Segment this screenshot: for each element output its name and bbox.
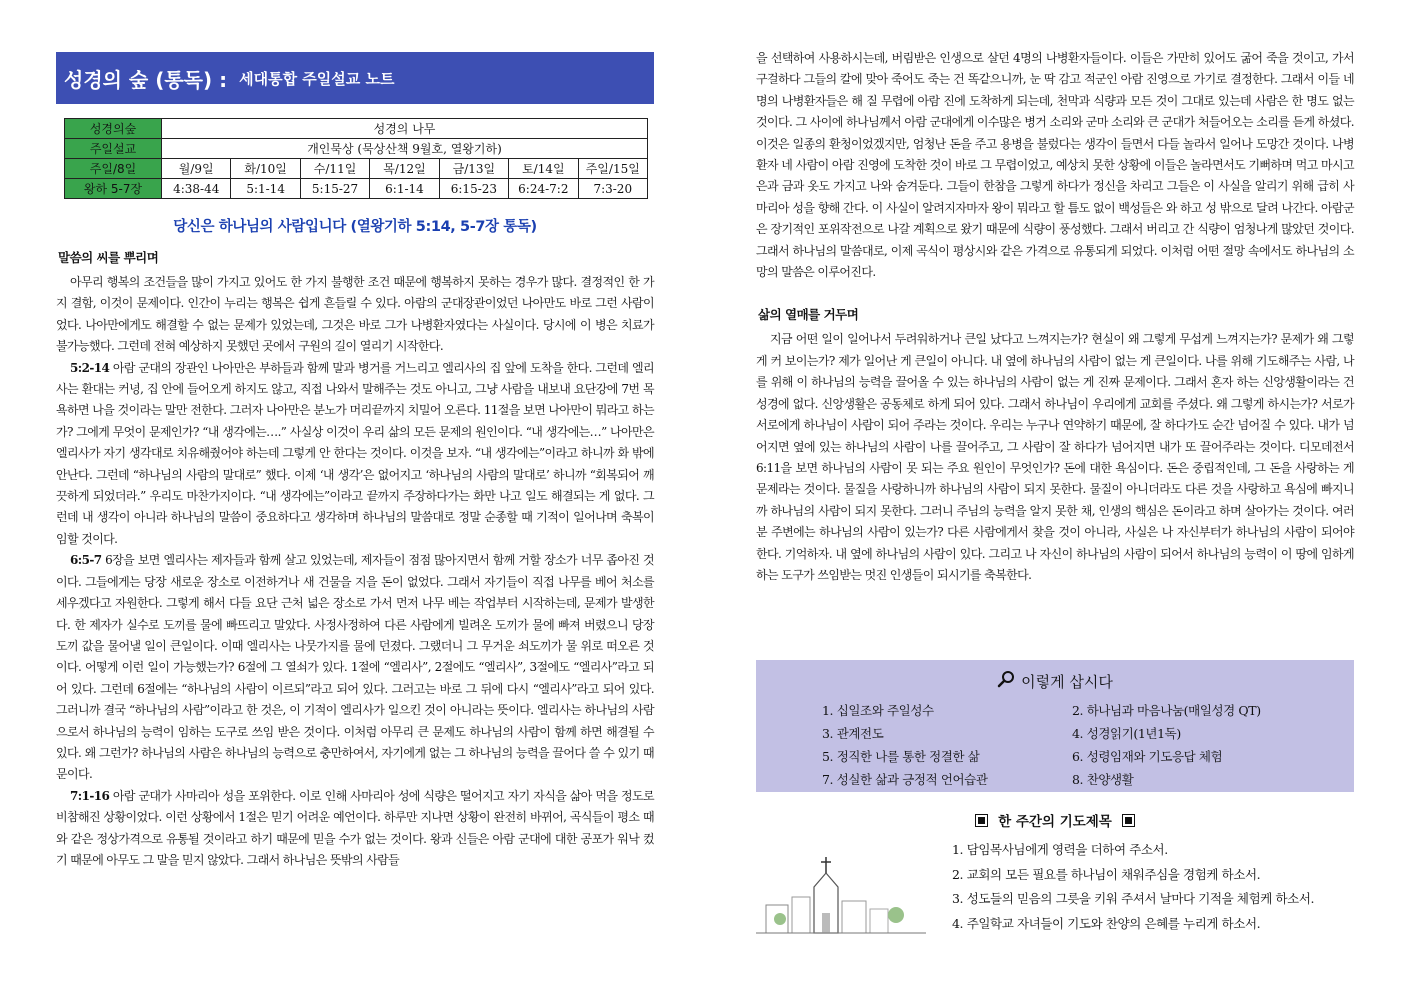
left-column xyxy=(56,52,654,871)
live-item: 5. 정직한 나를 통한 정결한 삶 xyxy=(822,749,980,764)
schedule-range: 5:1-14 xyxy=(231,179,300,199)
schedule-value: 성경의 나무 xyxy=(162,119,648,139)
sermon-paragraph: 지금 어떤 일이 일어나서 두려워하거나 큰일 났다고 느껴지는가? 현실이 왜 그렇게 무섭게 느껴지는가? 문제가 왜 그렇게 커 보이는가? 제가 일어난 게 큰일이 아니다. 내 옆에 하나님의 사람이 없는 게 큰일이다. 나를 위해 기도해주는 사람, 나를 위해 이 하나님의 능력을 끌어올 수 있는 하나님의 사람이 없는 게 진짜 문제이다. 그래서 혼자 하는 신앙생활이라는 건 성경에 없다. 신앙생활은 공동체로 하게 되어 있다. 그래서 하나님이 우리에게 교회를 주셨다. 왜 그렇게 하시는가? 서로가 서로에게 하나님이 사람이 되어 주라는 것이다. 우리는 누구나 연약하기 때문에, 잘 하다가도 순간 넘어질 수 있다. 내가 넘어지면 옆에 있는 하나님의 사람이 나를 끌어주고, 그 사람이 잘 하다가 넘어지면 내가 또 끌어주라는 것이다. 디모데전서 6:11을 보면 하나님의 사람이 못 되는 주요 원인이 무엇인가? 돈에 대한 욕심이다. 돈은 중립적인데, 그 돈을 사랑하는 게 문제라는 것이다. 물질을 사랑하니까 하나님의 사람이 되지 못한다. 물질이 아니더라도 다른 것을 사랑하고 욕심에 빠지니까 하나님의 사람이 되지 못한다. 그러니 주님의 능력을 알지 못한 채, 인생의 핵심은 돈이라고 하며 살아가는 것이다. 여러분 주변에는 하나님의 사람이 있는가? 다른 사람에게서 찾을 것이 아니라, 사실은 나 자신부터가 하나님의 사람이 되어야 한다. 기억하자. 내 옆에 하나님의 사람이 있다. 그리고 나 자신이 하나님의 사람이 되어서 하나님의 능력이 이 땅에 임하게 하는 도구가 쓰임받는 멋진 인생들이 되시기를 축복한다. xyxy=(756,332,1354,582)
church-illustration xyxy=(756,853,926,939)
section-heading: 삶의 열매를 거두며 xyxy=(758,307,859,323)
prayer-item: 4. 주일학교 자녀들이 기도와 찬양의 은혜를 누리게 하소서. xyxy=(952,915,1261,931)
prayer-item: 1. 담임목사님에게 영력을 더하여 주소서. xyxy=(952,842,1168,857)
magnifier-icon xyxy=(997,670,1015,692)
prayer-title: 한 주간의 기도제목 xyxy=(998,814,1112,830)
schedule-label: 성경의숲 xyxy=(65,119,162,139)
section-heading: 말씀의 씨를 뿌리며 xyxy=(58,250,159,265)
schedule-range: 6:24-7:2 xyxy=(509,179,578,199)
sermon-paragraph: 을 선택하여 사용하시는데, 버림받은 인생으로 살던 4명의 나병환자들이다. 이들은 가만히 있어도 굶어 죽을 것이고, 가서 구걸하다 그들의 칼에 맞아 죽어도 죽는 건 똑같으니까, 눈 딱 감고 적군인 아람 진영으로 가기로 결정한다. 그래서 이들 네 명의 나병환자들은 해 질 무렵에 아람 진에 도착하게 되는데, 천막과 식량과 모든 것이 그대로 있는데 사람은 한 명도 없는 것이다. 그 사이에 하나님께서 아람 군대에게 이수많은 병거 소리와 군마 소리와 큰 군대가 처들어오는 소리를 듣게 하셨다. 이것은 일종의 환청이었겠지만, 엄청난 돈을 주고 용병을 불렀다는 생각이 들면서 다들 놀라서 일어나 도망간 것이다. 나병환자 네 사람이 아람 진영에 도착한 것이 바로 그 무렵이었고, 예상치 못한 상황에 이들은 놀라면서도 기뻐하며 먹고 마시고 은과 금과 옷도 가지고 나와 숨겨둔다. 그들이 한참을 그렇게 하다가 정신을 차리고 그들은 이 사실을 알리기 위해 급히 사마리아 성을 향해 간다. 이 사실이 알려지자마자 왕이 뭐라고 할 틈도 없이 백성들은 와 하고 성 밖으로 달려 나간다. 아람군은 장기적인 포위작전으로 나갈 계획으로 왔기 때문에 식량이 풍성했다. 그래서 버리고 간 식량이 엄청나게 많았던 것이다. 그래서 하나님의 말씀대로, 이제 곡식이 평상시와 같은 가격으로 유통되게 되었다. 이처럼 어떤 절망 속에서도 하나님의 소망의 말씀은 이루어진다. xyxy=(756,51,1354,280)
paragraph-text: 아람 군대가 사마리아 성을 포위한다. 이로 인해 사마리아 성에 식량은 떨어지고 자기 자식을 삶아 먹을 정도로 비참해진 상황이었다. 이런 상황에서 1절은 믿기 어려운 예언이다. 하루만 지나면 상황이 완전히 바뀌어, 곡식들이 평소 때와 같은 정상가격으로 유통될 것이라고 하기 때문에 믿을 수가 없는 것이다. 왕과 신들은 아람 군대에 대한 공포가 워낙 컸기 때문에 아무도 그 말을 믿지 않았다. 그래서 하나님은 뜻밖의 사람들 xyxy=(56,788,654,867)
verse-ref: 5:2-14 xyxy=(70,360,110,375)
live-box xyxy=(756,660,1354,792)
schedule-day: 화/10일 xyxy=(231,159,300,179)
live-item: 8. 찬양생활 xyxy=(1072,772,1134,787)
schedule-range: 4:38-44 xyxy=(162,179,231,199)
header-banner xyxy=(56,52,654,104)
right-column xyxy=(756,48,1354,931)
live-title: 이렇게 삽시다 xyxy=(1021,672,1113,691)
schedule-label: 주일/8일 xyxy=(65,159,162,179)
paragraph-text: 아람 군대의 장관인 나아만은 부하들과 함께 말과 병거를 거느리고 엘리사의 집 앞에 도착을 한다. 그런데 엘리사는 환대는 커녕, 집 안에 들어오게 하지도 않고, 직접 나와서 말해주는 것도 아니고, 그냥 사람을 내보내 요단강에 7번 목욕하면 나을 것이라는 말만 전한다. 그러자 나아만은 분노가 머리끝까지 치밀어 오른다. 11절을 보면 나아만이 뭐라고 하는가? 그에게 무엇이 문제인가? “내 생각에는….” 사실상 이것이 우리 삶의 모든 문제의 원인이다. “내 생각에는…” 나아만은 엘리사가 자기 생각대로 치유해줬어야 하는데 그렇게 안 한다는 것이다. 이것을 보자. “내 생각에는”이라고 하니까 화 밖에 안난다. 그런데 “하나님의 사람의 말대로” 했다. 이제 ‘내 생각’은 없어지고 ‘하나님의 사람의 말대로’ 하니까 “회복되어 깨끗하게 되었더라.” 우리도 마찬가지이다. “내 생각에는”이라고 끝까지 주장하다가는 화만 나고 일도 해결되는 게 없다. 그런데 내 생각이 아니라 하나님의 말씀이 중요하다고 생각하며 하나님의 말씀대로 정말 순종할 때 기적이 일어나며 축복이 임할 것이다. xyxy=(56,360,654,546)
schedule-day: 주일/15일 xyxy=(578,159,647,179)
schedule-range: 6:1-14 xyxy=(370,179,439,199)
schedule-day: 토/14일 xyxy=(509,159,578,179)
live-item: 6. 성령임재와 기도응답 체험 xyxy=(1072,749,1223,764)
sermon-title: 당신은 하나님의 사람입니다 (열왕기하 5:14, 5-7장 통독) xyxy=(173,219,537,235)
sermon-paragraph: 아무리 행복의 조건들을 많이 가지고 있어도 한 가지 불행한 조건 때문에 행복하지 못하는 경우가 많다. 결정적인 한 가지 결함, 이것이 문제이다. 인간이 누리는 행복은 쉽게 흔들릴 수 있다. 아람의 군대장관이었던 나아만도 바로 그런 사람이었다. 나아만에게도 해결할 수 없는 문제가 있었는데, 그것은 바로 그가 나병환자였다는 사실이다. 당시에 이 병은 치료가 불가능했다. 그런데 전혀 예상하지 못했던 곳에서 구원의 길이 열리기 시작한다. xyxy=(56,275,654,354)
live-item: 4. 성경읽기(1년1독) xyxy=(1072,726,1181,741)
prayer-title-row xyxy=(756,810,1354,830)
prayer-list xyxy=(952,838,1352,936)
sermon-paragraph xyxy=(56,358,654,551)
header-subtitle: 세대통합 주일설교 노트 xyxy=(239,69,395,88)
square-bullet-icon xyxy=(1122,814,1135,827)
schedule-label: 왕하 5-7장 xyxy=(65,179,162,199)
schedule-value: 개인묵상 (묵상산책 9월호, 열왕기하) xyxy=(162,139,648,159)
live-item: 1. 십일조와 주일성수 xyxy=(822,703,934,718)
live-list xyxy=(822,700,1354,790)
paragraph-text: 6장을 보면 엘리사는 제자들과 함께 살고 있었는데, 제자들이 점점 많아지면서 함께 거할 장소가 너무 좁아진 것이다. 그들에게는 당장 새로운 장소로 이전하거나 새 건물을 지을 돈이 없었다. 그래서 자기들이 직접 나무를 베어 처소를 세우겠다고 자원한다. 그렇게 해서 다들 요단 근처 넓은 장소로 가서 먼저 나무 베는 작업부터 시작하는데, 문제가 발생한다. 한 제자가 실수로 도끼를 물에 빠뜨리고 말았다. 사정사정하여 다른 사람에게 빌려온 도끼가 물에 빠져 버렸으니 당장 도끼 값을 물어낼 일이 큰일이다. 이때 엘리사는 나뭇가지를 물에 던졌다. 그랬더니 그 무거운 쇠도끼가 물 위로 떠오른 것이다. 어떻게 이런 일이 가능했는가? 6절에 그 열쇠가 있다. 1절에 “엘리사”, 2절에도 “엘리사”, 3절에도 “엘리사”라고 되어 있다. 그런데 6절에는 “하나님의 사람이 이르되”라고 되어 있다. 그러고는 바로 그 뒤에 다시 “엘리사”라고 되어 있다. 그러니까 결국 “하나님의 사람”이라고 한 것은, 이 기적이 엘리사가 일으킨 것이 아니라는 뜻이다. 엘리사는 하나님의 사람으로서 하나님의 능력이 임하는 도구로 쓰임 받은 것이다. 이처럼 아무리 큰 문제도 하나님의 사람이 함께 하면 해결될 수 있다. 왜 그런가? 하나님의 사람은 하나님의 능력으로 충만하여서, 자기에게 없는 그 하나님의 능력을 끌어다 쓸 수 있기 때문이다. xyxy=(56,553,654,782)
prayer-item: 3. 성도들의 믿음의 그릇을 키워 주셔서 날마다 기적을 체험케 하소서. xyxy=(952,891,1315,906)
schedule-day: 월/9일 xyxy=(162,159,231,179)
schedule-day: 목/12일 xyxy=(370,159,439,179)
live-title-row xyxy=(756,670,1354,692)
verse-ref: 6:5-7 xyxy=(70,553,102,568)
schedule-range: 7:3-20 xyxy=(578,179,647,199)
schedule-day: 금/13일 xyxy=(439,159,508,179)
schedule-range: 6:15-23 xyxy=(439,179,508,199)
live-item: 2. 하나님과 마음나눔(매일성경 QT) xyxy=(1072,703,1261,718)
sermon-paragraph xyxy=(56,786,654,872)
live-item: 3. 관계전도 xyxy=(822,726,884,741)
prayer-item: 2. 교회의 모든 필요를 하나님이 채워주심을 경험케 하소서. xyxy=(952,866,1261,882)
live-item: 7. 성실한 삶과 긍정적 언어습관 xyxy=(822,772,988,787)
schedule-day: 수/11일 xyxy=(300,159,369,179)
schedule-range: 5:15-27 xyxy=(300,179,369,199)
header-title: 성경의 숲 (통독) : xyxy=(64,67,228,92)
sermon-paragraph xyxy=(56,550,654,785)
square-bullet-icon xyxy=(975,814,988,827)
schedule-label: 주일설교 xyxy=(65,139,162,159)
reading-schedule-table xyxy=(64,118,648,199)
verse-ref: 7:1-16 xyxy=(70,788,110,803)
